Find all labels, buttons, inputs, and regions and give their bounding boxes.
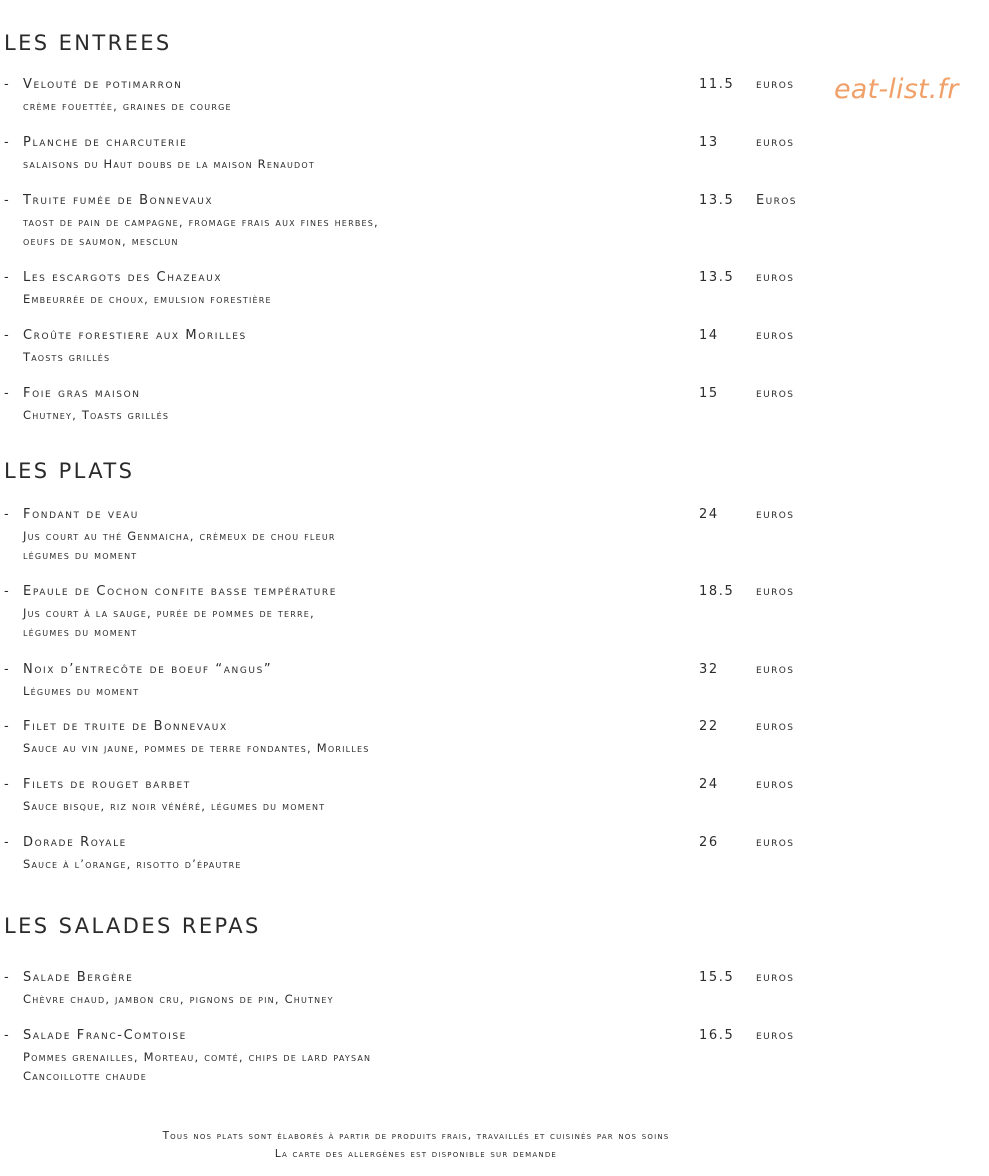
menu-item [4,507,834,565]
item-bullet: - [4,584,10,599]
menu-item [4,662,834,701]
item-name: Filet de truite de Bonnevaux [23,719,228,734]
section-title-plats: LES PLATS [4,459,135,483]
item-description: Sauce bisque, riz noir vénéré, légumes du moment [23,799,326,813]
item-description: taost de pain de campagne, fromage frais aux fines herbes, [23,215,379,229]
item-currency: Euros [756,193,797,208]
item-price: 32 [699,662,719,677]
item-description: Jus court au thé Genmaicha, crèmeux de chou fleur [23,529,336,543]
item-price: 24 [699,507,719,522]
menu-item [4,135,834,174]
item-price: 26 [699,835,719,850]
item-description: Cancoillotte chaude [23,1069,147,1083]
item-description: légumes du moment [23,548,138,562]
item-price: 22 [699,719,719,734]
item-description: Chèvre chaud, jambon cru, pignons de pin, Chutney [23,992,334,1006]
menu-item [4,328,834,367]
item-price: 13 [699,135,719,150]
item-bullet: - [4,777,10,792]
item-price: 14 [699,328,719,343]
item-price: 16.5 [699,1028,735,1043]
item-name: Salade Franc-Comtoise [23,1028,187,1043]
item-bullet: - [4,77,10,92]
item-description: Sauce au vin jaune, pommes de terre fondantes, Morilles [23,741,370,755]
item-bullet: - [4,328,10,343]
menu-item [4,584,834,642]
site-watermark: eat-list.fr [834,74,959,105]
item-price: 11.5 [699,77,735,92]
item-currency: euros [756,1028,795,1043]
menu-item [4,777,834,816]
item-name: Dorade Royale [23,835,127,850]
item-currency: euros [756,328,795,343]
item-bullet: - [4,1028,10,1043]
item-description: Taosts grillés [23,350,111,364]
menu-item [4,193,834,251]
item-price: 15 [699,386,719,401]
item-description: oeufs de saumon, mesclun [23,234,179,248]
item-name: Epaule de Cochon confite basse température [23,584,338,599]
item-price: 24 [699,777,719,792]
section-title-entrees: LES ENTREES [4,31,172,55]
item-bullet: - [4,386,10,401]
item-name: Salade Bergère [23,970,134,985]
item-bullet: - [4,835,10,850]
menu-item [4,970,834,1009]
item-description: Sauce à l’orange, risotto d’épautre [23,857,242,871]
item-name: Croûte forestiere aux Morilles [23,328,247,343]
item-description: Chutney, Toasts grillés [23,408,170,422]
item-currency: euros [756,584,795,599]
item-bullet: - [4,193,10,208]
item-name: Truite fumée de Bonnevaux [23,193,214,208]
footer-line-fresh-products: Tous nos plats sont élaborés à partir de produits frais, travaillés et cuisinés par nos soins [162,1130,670,1142]
item-currency: euros [756,970,795,985]
item-description: Légumes du moment [23,684,140,698]
item-currency: euros [756,662,795,677]
item-description: Pommes grenailles, Morteau, comté, chips de lard paysan [23,1050,372,1064]
menu-footer [4,1127,828,1163]
item-bullet: - [4,135,10,150]
item-price: 13.5 [699,193,735,208]
item-name: Filets de rouget barbet [23,777,191,792]
item-currency: euros [756,135,795,150]
item-name: Les escargots des Chazeaux [23,270,223,285]
item-description: Jus court à la sauge, purée de pommes de terre, [23,606,315,620]
item-currency: euros [756,77,795,92]
item-description: Embeurrée de choux, emulsion forestière [23,292,272,306]
menu-item [4,386,834,425]
menu-item [4,270,834,309]
item-price: 13.5 [699,270,735,285]
item-price: 18.5 [699,584,735,599]
item-description: légumes du moment [23,625,138,639]
item-currency: euros [756,507,795,522]
menu-item [4,835,834,874]
menu-item [4,77,834,116]
item-name: Foie gras maison [23,386,141,401]
footer-line-allergens: La carte des allergènes est disponible sur demande [274,1148,558,1160]
item-name: Velouté de potimarron [23,77,183,92]
item-bullet: - [4,970,10,985]
item-currency: euros [756,719,795,734]
item-bullet: - [4,662,10,677]
item-bullet: - [4,270,10,285]
item-name: Planche de charcuterie [23,135,188,150]
item-currency: euros [756,777,795,792]
item-currency: euros [756,835,795,850]
section-title-salades: LES SALADES REPAS [4,914,261,938]
item-name: Fondant de veau [23,507,139,522]
item-bullet: - [4,719,10,734]
item-currency: euros [756,270,795,285]
item-bullet: - [4,507,10,522]
item-currency: euros [756,386,795,401]
item-name: Noix d’entrecôte de boeuf “angus” [23,662,273,677]
menu-item [4,719,834,758]
item-description: crème fouettée, graines de courge [23,99,232,113]
menu-item [4,1028,834,1086]
item-description: salaisons du Haut doubs de la maison Renaudot [23,157,315,171]
item-price: 15.5 [699,970,735,985]
